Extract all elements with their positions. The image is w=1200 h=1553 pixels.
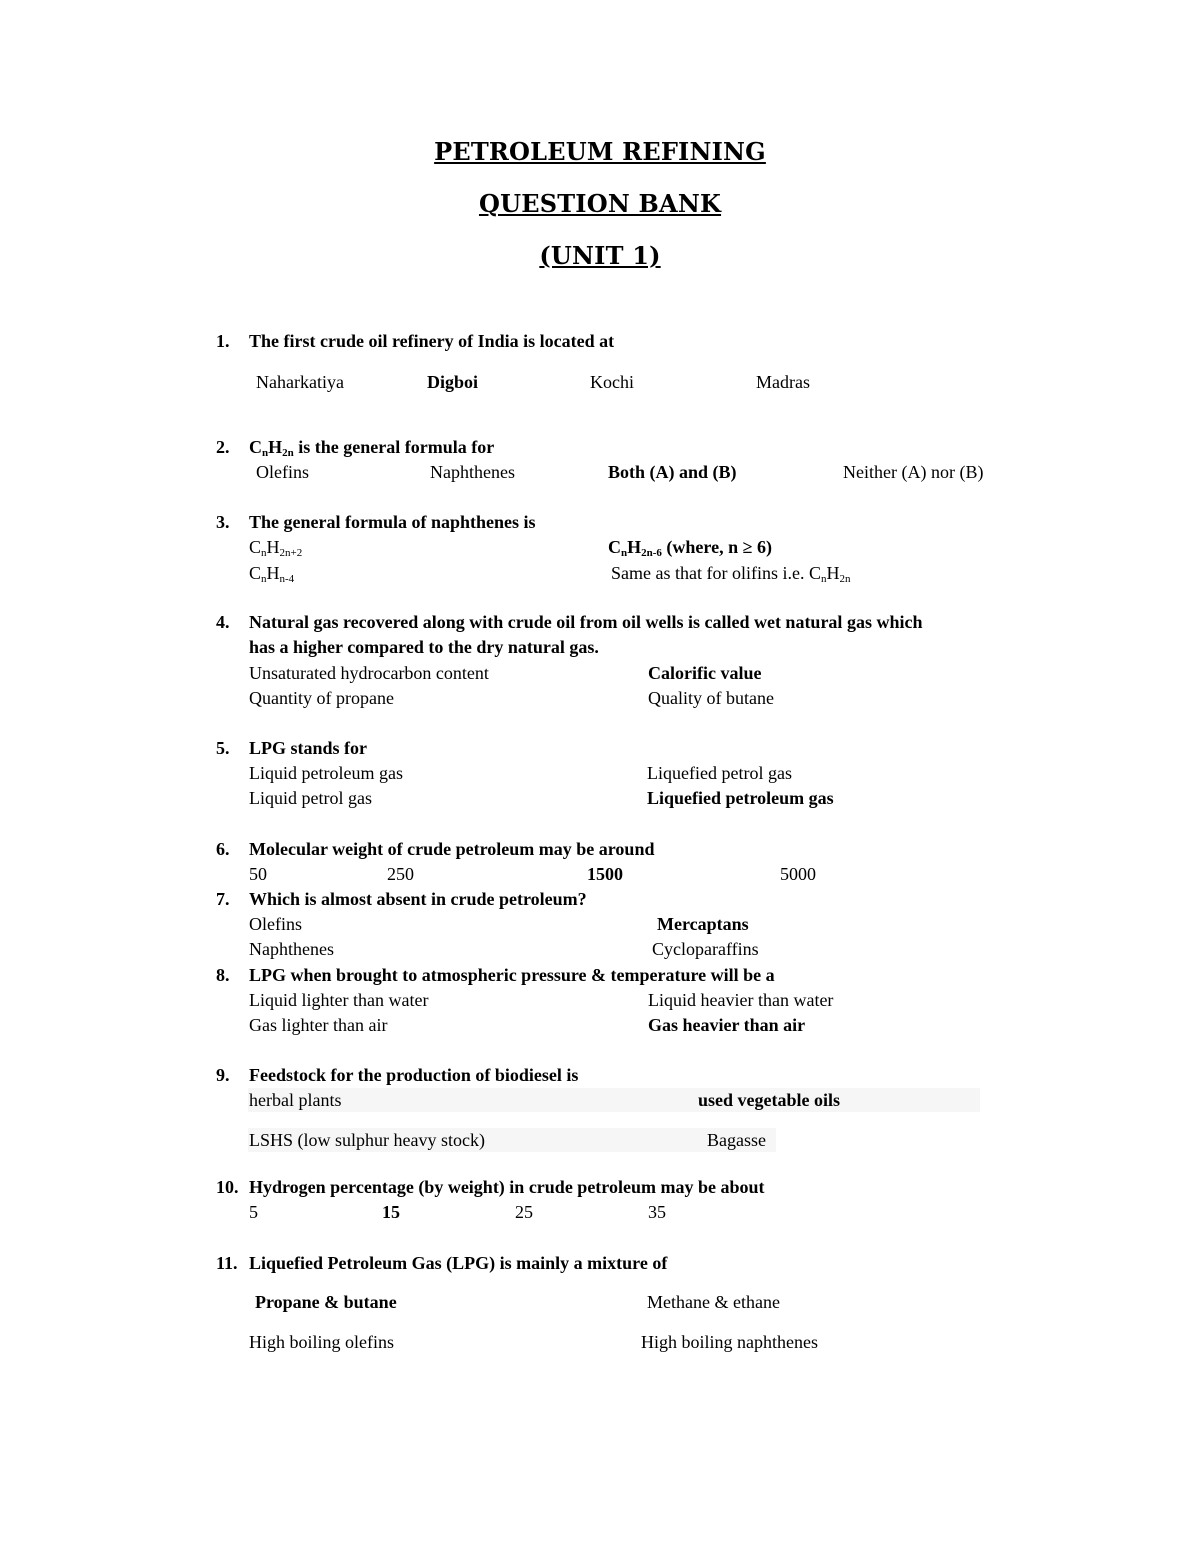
question-number: 7.: [216, 889, 230, 909]
option-c: 25: [515, 1202, 533, 1222]
option-a: Naharkatiya: [256, 372, 344, 392]
option-d-answer: Liquefied petroleum gas: [647, 788, 834, 808]
option-c: Quantity of propane: [249, 688, 394, 708]
question-number: 1.: [216, 331, 230, 351]
option-a: Olefins: [256, 462, 309, 482]
option-c: Kochi: [590, 372, 634, 392]
document-subtitle: QUESTION BANK: [478, 189, 722, 218]
question-text: Liquefied Petroleum Gas (LPG) is mainly a mixture of: [249, 1253, 668, 1273]
option-b-answer: used vegetable oils: [698, 1090, 840, 1110]
option-b: Naphthenes: [430, 462, 515, 482]
question-text: Which is almost absent in crude petroleum?: [249, 889, 587, 909]
option-b-answer: Mercaptans: [657, 914, 749, 934]
option-d: Quality of butane: [648, 688, 774, 708]
option-a: Unsaturated hydrocarbon content: [249, 663, 489, 683]
question-text: Molecular weight of crude petroleum may be around: [249, 839, 655, 859]
document-unit: (UNIT 1): [539, 241, 661, 270]
question-text-line2: has a higher compared to the dry natural gas.: [249, 637, 599, 657]
question-number: 8.: [216, 965, 230, 985]
option-d: 35: [648, 1202, 666, 1222]
option-c: Naphthenes: [249, 939, 334, 959]
option-c: LSHS (low sulphur heavy stock): [249, 1130, 485, 1150]
question-number: 4.: [216, 612, 230, 632]
option-b: Methane & ethane: [647, 1292, 780, 1312]
option-d-answer: Gas heavier than air: [648, 1015, 806, 1035]
question-text: Hydrogen percentage (by weight) in crude petroleum may be about: [249, 1177, 765, 1197]
option-d: Neither (A) nor (B): [843, 462, 984, 482]
question-text-line1: Natural gas recovered along with crude oil from oil wells is called wet natural gas which: [249, 612, 923, 632]
option-c: Liquid petrol gas: [249, 788, 372, 808]
option-a: Olefins: [249, 914, 302, 934]
option-d: Same as that for olifins i.e. $C_nH_{2n}$: [611, 563, 851, 585]
option-b: Liquid heavier than water: [648, 990, 834, 1010]
question-number: 6.: [216, 839, 230, 859]
option-b-answer: Calorific value: [648, 663, 762, 683]
option-a: 5: [249, 1202, 258, 1222]
option-highlight: [248, 1088, 980, 1112]
question-number: 10.: [216, 1177, 239, 1197]
option-b-answer: Digboi: [427, 372, 479, 392]
option-a: $C_nH_{2n+2}$: [249, 537, 303, 559]
question-number: 5.: [216, 738, 230, 758]
question-text: Feedstock for the production of biodiesel is: [249, 1065, 579, 1085]
document-title: PETROLEUM REFINING: [434, 137, 766, 166]
question-text: LPG when brought to atmospheric pressure & temperature will be a: [249, 965, 775, 985]
option-d: Madras: [756, 372, 810, 392]
option-c: High boiling olefins: [249, 1332, 394, 1352]
option-b: Liquefied petrol gas: [647, 763, 792, 783]
option-a: 50: [249, 864, 267, 884]
option-d: 5000: [780, 864, 816, 884]
question-text: The general formula of naphthenes is: [249, 512, 536, 532]
question-text: The first crude oil refinery of India is located at: [249, 331, 615, 351]
option-a: herbal plants: [249, 1090, 342, 1110]
question-number: 11.: [216, 1253, 238, 1273]
question-number: 3.: [216, 512, 230, 532]
option-a-answer: Propane & butane: [255, 1292, 397, 1312]
option-c: $C_nH_{n-4}$: [249, 563, 295, 585]
option-d: Cycloparaffins: [652, 939, 759, 959]
question-number: 2.: [216, 437, 230, 457]
option-c: Gas lighter than air: [249, 1015, 388, 1035]
option-c-answer: Both (A) and (B): [608, 462, 737, 482]
option-b-answer: $C_nH_{2n-6}$ (where, n ≥ 6): [608, 537, 772, 559]
question-number: 9.: [216, 1065, 230, 1085]
question-text: LPG stands for: [249, 738, 368, 758]
option-b: 250: [387, 864, 414, 884]
option-a: Liquid lighter than water: [249, 990, 429, 1010]
option-b-answer: 15: [382, 1202, 400, 1222]
option-d: High boiling naphthenes: [641, 1332, 818, 1352]
option-c-answer: 1500: [587, 864, 623, 884]
option-a: Liquid petroleum gas: [249, 763, 403, 783]
option-d: Bagasse: [707, 1130, 766, 1150]
question-text: $C_nH_{2n}$ is the general formula for: [249, 437, 495, 459]
